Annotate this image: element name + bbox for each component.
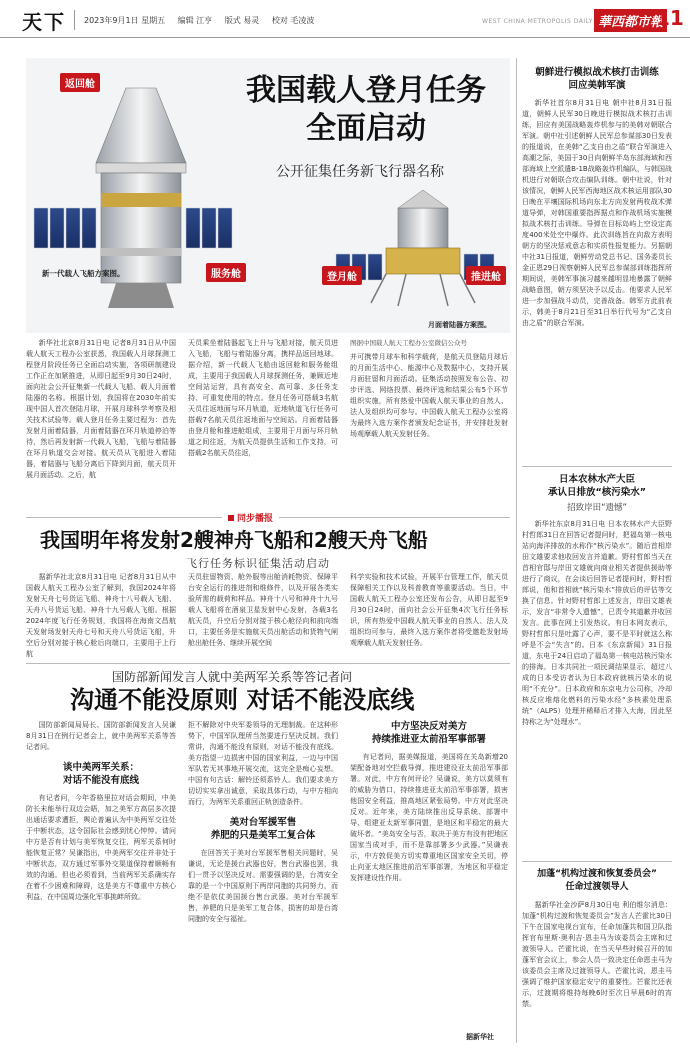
page-number: 11	[656, 6, 684, 30]
story2-column-3	[350, 572, 508, 662]
story3-column-1	[26, 720, 176, 1042]
header-meta	[84, 15, 314, 26]
story3-subhead-2: 美对台军援军售 养肥的只是美军工复合体	[210, 817, 316, 841]
story2-body-2: 天员驻留物资、舱外服等出舱消耗物资、保障平台安全运行的推进剂和维修件，以及开展各类实验所需的载荷和样品。神舟十八号和神舟十九号载人飞船将在酒泉卫星发射中心发射，各载3名航天员，升空后分别对接于核心舱径向和前向端口，主要任务是实施航天员出舱活动和货物气闸舱出舱任务、继续开展空间	[188, 573, 338, 647]
story2-column-2	[188, 572, 338, 662]
story3-intro: 国防部新闻局局长、国防部新闻发言人吴谦8月31日在例行记者会上，就中美两军关系等答记者问。	[26, 721, 176, 751]
header-date: 2023年9月1日 星期五	[84, 16, 166, 25]
lead-image-credit: 图据中国载人航天工程办公室微信公众号	[350, 339, 467, 347]
story3-subhead-3: 中方坚决反对美方 持续推进亚太前沿军事部署	[371, 721, 486, 745]
story3-column-3	[350, 720, 508, 1030]
caption-spaceship: 新一代载人飞船方案图。	[42, 269, 125, 278]
hero-image	[26, 58, 510, 333]
flag-icon	[228, 515, 234, 521]
right-story1-body: 新华社首尔8月31日电 朝中社8月31日报道，朝鲜人民军30日晚进行模拟战术核打击训练，回应有美国战略轰炸机参与的美韩对朝联合军演。朝中社引述朝鲜人民军总参谋部30日发表的报道说，在美韩“乙支自由之盾”联合军演进入高潮之际，美国于30日向朝鲜半岛东部海域和西部海域上空派遣B-1B战略轰炸机编队，与韩国战机进行对朝联合攻击编队训练。朝中社说，针对该情况，朝鲜人民军西海地区战术核运用部队30日晚在平壤国际机场向东北方向发射两枚战术弹道导弹，对韩国重要指挥据点和作战机场实施模拟战术核打击训练。导弹在目标岛屿上空设定高度400米处空中爆炸。此次训练旨在向敌方表明朝方的坚决惩戒意志和实质性报复能力。另据朝中社31日报道，朝鲜劳动党总书记、国务委员长金正恩29日视察朝鲜人民军总参谋部训练指挥所期间说，美韩军事演习越来越明显地暴露了朝鲜战略意图，朝方须坚决予以反击。他要求人民军进一步加强战斗动员，完善战备。韩军方此前表示，韩美于8月21日至31日举行代号为“乙支自由之盾”的联合军演。	[522, 99, 672, 327]
lead-column-1	[26, 338, 176, 514]
story3-body-3: 有记者问，据美媒报道，美国将在关岛新增20架配备地对空拦截导弹，推进建设亚太前沿军事部署。对此，中方有何评论？吴谦说，美方以莫须有的威胁为借口，持续推进亚太前沿军事部署，损害他国安全利益，推高地区紧张局势。中方对此坚决反对。近年来，美方陆续推出反导系统、部署中导、组建亚太新军事同盟，是地区和平稳定的最大破坏者。“美岛安全与否，取决于美方有没有把地区国家当成对手，而不是靠部署多少武器。”吴谦表示，中方敦促美方切实尊重地区国家安全关切，停止向亚太地区推进前沿军事部署，为地区和平稳定发挥建设性作用。	[350, 753, 508, 882]
story3-body-2b: 在回答关于美对台军援军售相关问题时，吴谦说，无论是援台武器也好，售台武器也罢，我们一贯予以坚决反对。需要强调的是，台湾安全靠的是一个中国原则下两岸同胞的共同努力，而绝不是依仗美国援台售台武器。美对台军援军售，养肥的只是美军工复合体，损害的却是台湾同胞的安全与福祉。	[188, 849, 338, 923]
paper-english-name: WEST CHINA METROPOLIS DAILY	[482, 18, 593, 25]
story3-column-2	[188, 720, 338, 1042]
story2-title: 我国明年将发射2艘神舟飞船和2艘天舟飞船	[40, 528, 428, 552]
header-proof: 校对 毛凌波	[271, 16, 315, 25]
story2-column-1	[26, 572, 176, 662]
story3-subhead-1: 谈中美两军关系： 对话不能没有底线	[62, 762, 139, 786]
paper-logo: 華西都市報	[594, 9, 667, 32]
right-story3-body: 据新华社金沙萨8月30日电 利伯维尔消息：加蓬“机构过渡和恢复委员会”发言人芒霍比30日下午在国家电视台宣布，任命加蓬共和国卫队指挥官布里斯·奥利吉·恩圭马为该委员会主席和过渡领导人。芒霍比说，在当天早些时候召开的加蓬军官会议上，参会人员一致决定任命恩圭马为该委员会主席及过渡领导人。芒霍比说，恩圭马强调了维护国家稳定安宁的重要性。芒霍比还表示，过渡期将维持每晚6时至次日早晨6时的宵禁。	[522, 901, 672, 1008]
right-column	[522, 58, 672, 1043]
lead-body-2: 天员乘坐着陆器起飞上升与飞船对接，航天员进入飞船，飞船与着陆器分离，携样品返回地球。据介绍，新一代载人飞船由返回舱和服务舱组成，主要用于我国载人月球探测任务，兼顾近地空间站运营，具有高安全、高可靠、多任务支持、可重复使用的特点。登月任务可搭载3名航天员往返地面与环月轨道，近地轨道飞行任务可搭载7名航天员往返地面与空间站。月面着陆器由登月舱和推进舱组成，主要用于月面与环月轨道之间往返，为航天员提供生活和工作支持，可搭载2名航天员往返，	[188, 339, 338, 457]
header-editor: 编辑 江亨	[177, 16, 213, 25]
right-divider-2	[522, 861, 672, 862]
story3-credit: 据新华社	[466, 1033, 494, 1041]
story2-body-3: 科学实验和技术试验，开展平台管理工作，航天员保障相关工作以及科普教育等重要活动。当日，中国载人航天工程办公室还发布公告，从即日起至9月30日24时，面向社会公开征集4次飞行任务标识，所有热爱中国载人航天事业的自然人、法人及组织均可参与，最终入选方案作者将受邀赴发射场观摩载人航天发射任务。	[350, 573, 508, 647]
lead-body-1: 新华社北京8月31日电 记者8月31日从中国载人航天工程办公室获悉，我国载人月球探测工程登月阶段任务已全面启动实施，各项研制建设工作正在加紧推进，从即日起至9月30日24时，面向社会公开征集新一代载人飞船、载人月面着陆器的名称。根据计划，我国将在2030年前实现中国人首次登陆月球，开展月球科学考察及相关技术试验等。载人登月任务主要过程为：首先发射月面着陆器，月面着陆器在环月轨道停泊等待，然后再发射新一代载人飞船，飞船与着陆器在环月轨道交会对接。航天员从飞船进入着陆器，着陆器与飞船分离后下降到月面，航天员开展月面活动。之后，航	[26, 339, 176, 479]
story2-label-text: 同步播报	[237, 514, 274, 524]
lead-title-line1: 我国载人登月任务	[246, 73, 486, 108]
right-story3-body-wrap	[522, 900, 672, 1043]
right-story2-body: 新华社东京8月31日电 日本农林水产大臣野村哲郎31日在回答记者提问时，把福岛第一核电站向海洋排放的水称作“核污染水”。随后首相岸田文雄要求他收回发言并道歉。野村哲郎当天在首相官邸与岸田文雄就向商业相关者提供援助等进行了商议，在会谈后回答记者提问时，野村哲郎说，他和首相就“核污染水”排放后的评估等交换了信息。针对野村哲郎上述发言，岸田文雄表示，发言“非常令人遗憾”，已责令其道歉并收回发言。此事在网上引发热议。有日本网友表示，野村哲郎只是吐露了心声，要不是平时就这么称呼是不会“失言”的。日本《东京新闻》31日报道，东电于24日启动了福岛第一核电站核污染水的排海。日本共同社一项民调结果显示，超过八成的日本受访者认为日本政府就核污染水的说明“不充分”。日本政府和东京电力公司称，冷却核反应堆熔化燃料的污染水经“多核素处理系统”（ALPS）处理并稀释后才排入大海，因此坚持称之为“处理水”。	[522, 520, 672, 726]
lead-title-line2: 全面启动	[306, 111, 426, 146]
right-story2-body-wrap	[522, 519, 672, 855]
section-title: 天下	[22, 10, 66, 34]
right-divider-1	[522, 466, 672, 467]
right-story2-subtitle: 招致岸田“遗憾”	[567, 503, 627, 513]
label-return-module: 返回舱	[60, 73, 100, 92]
caption-lander: 月面着陆器方案图。	[428, 321, 491, 329]
header-layout: 版式 易灵	[224, 16, 260, 25]
story3-body-2: 拒不解除对中央军委领导的无理制裁。在这种形势下，中国军队理所当然要进行坚决反制。我们常讲，沟通不能没有原则，对话不能没有底线。美方指望一边损害中国的国家利益，一边与中国军队若无其事地开展交流，这完全是痴心妄想。中国有句古话：解铃还须系铃人。我们要求美方切切实实拿出诚意，采取具体行动，与中方相向而行，为两军关系重回正轨创造条件。	[188, 721, 338, 806]
right-story2-title: 日本农林水产大臣 承认日排放“核污染水”	[548, 474, 646, 498]
page-header	[0, 0, 690, 38]
lead-headline	[231, 72, 501, 148]
story2-body-1: 据新华社北京8月31日电 记者8月31日从中国载人航天工程办公室了解到，我国2024年将发射天舟七号货运飞船、神舟十八号载人飞船、天舟八号货运飞船、神舟十九号载人飞船。根据2024年度飞行任务规划，我国将在海南文昌航天发射场发射天舟七号和天舟八号货运飞船，升空后分别对接于核心舱后向端口，主要用于上行航	[26, 573, 176, 658]
story3-title: 沟通不能没原则 对话不能没底线	[70, 686, 415, 714]
lead-column-2	[188, 338, 338, 514]
column-divider	[516, 58, 517, 1043]
section-divider	[74, 10, 75, 30]
right-story1-title: 朝鲜进行模拟战术核打击训练 回应美韩军演	[535, 67, 659, 91]
right-story1-body-wrap	[522, 98, 672, 460]
story2-label	[222, 511, 279, 524]
lead-subtitle: 公开征集任务新飞行器名称	[276, 164, 444, 180]
label-propulsion-module: 推进舱	[466, 266, 506, 285]
story3-kicker: 国防部新闻发言人就中美两军关系等答记者问	[112, 670, 353, 684]
lead-body-3: 并可携带月球车和科学载荷，是航天员登陆月球后的月面生活中心、能源中心及数据中心，支持开展月面驻留和月面活动。征集活动按照发布公告、初步评选、网络投票、最终评选和结果公布5个环节组织实施，所有热爱中国载人航天事业的自然人、法人及组织均可参与。中国载人航天工程办公室将为最终入选方案作者颁发纪念证书，并安排赴发射场观摩载人航天发射任务。	[350, 353, 508, 438]
story2-subtitle: 飞行任务标识征集活动启动	[186, 557, 330, 570]
right-story3-title: 加蓬“机构过渡和恢复委员会” 任命过渡领导人	[537, 869, 657, 892]
label-lunar-module: 登月舱	[322, 266, 362, 285]
lead-column-3	[350, 352, 508, 514]
label-service-module: 服务舱	[206, 263, 246, 282]
story3-top-rule	[26, 663, 510, 664]
story3-body-1: 有记者问，今年香格里拉对话会期间，中美防长未能举行双边会晤，加之美军方高层多次提出通话要求遭拒，舆论普遍认为中美两军交往处于中断状态，这令国际社会感到忧心忡忡。请问中方是否有计划与美军恢复交往，两军关系何时能恢复正常？吴谦指出，中美两军交往并非处于中断状态，双方通过军事外交渠道保持着顺畅有效的沟通。但也必须看到，当前两军关系确实存在着不少困难和障碍，这是美方不尊重中方核心利益、在中国周边强化军事挑衅所致。	[26, 794, 176, 901]
